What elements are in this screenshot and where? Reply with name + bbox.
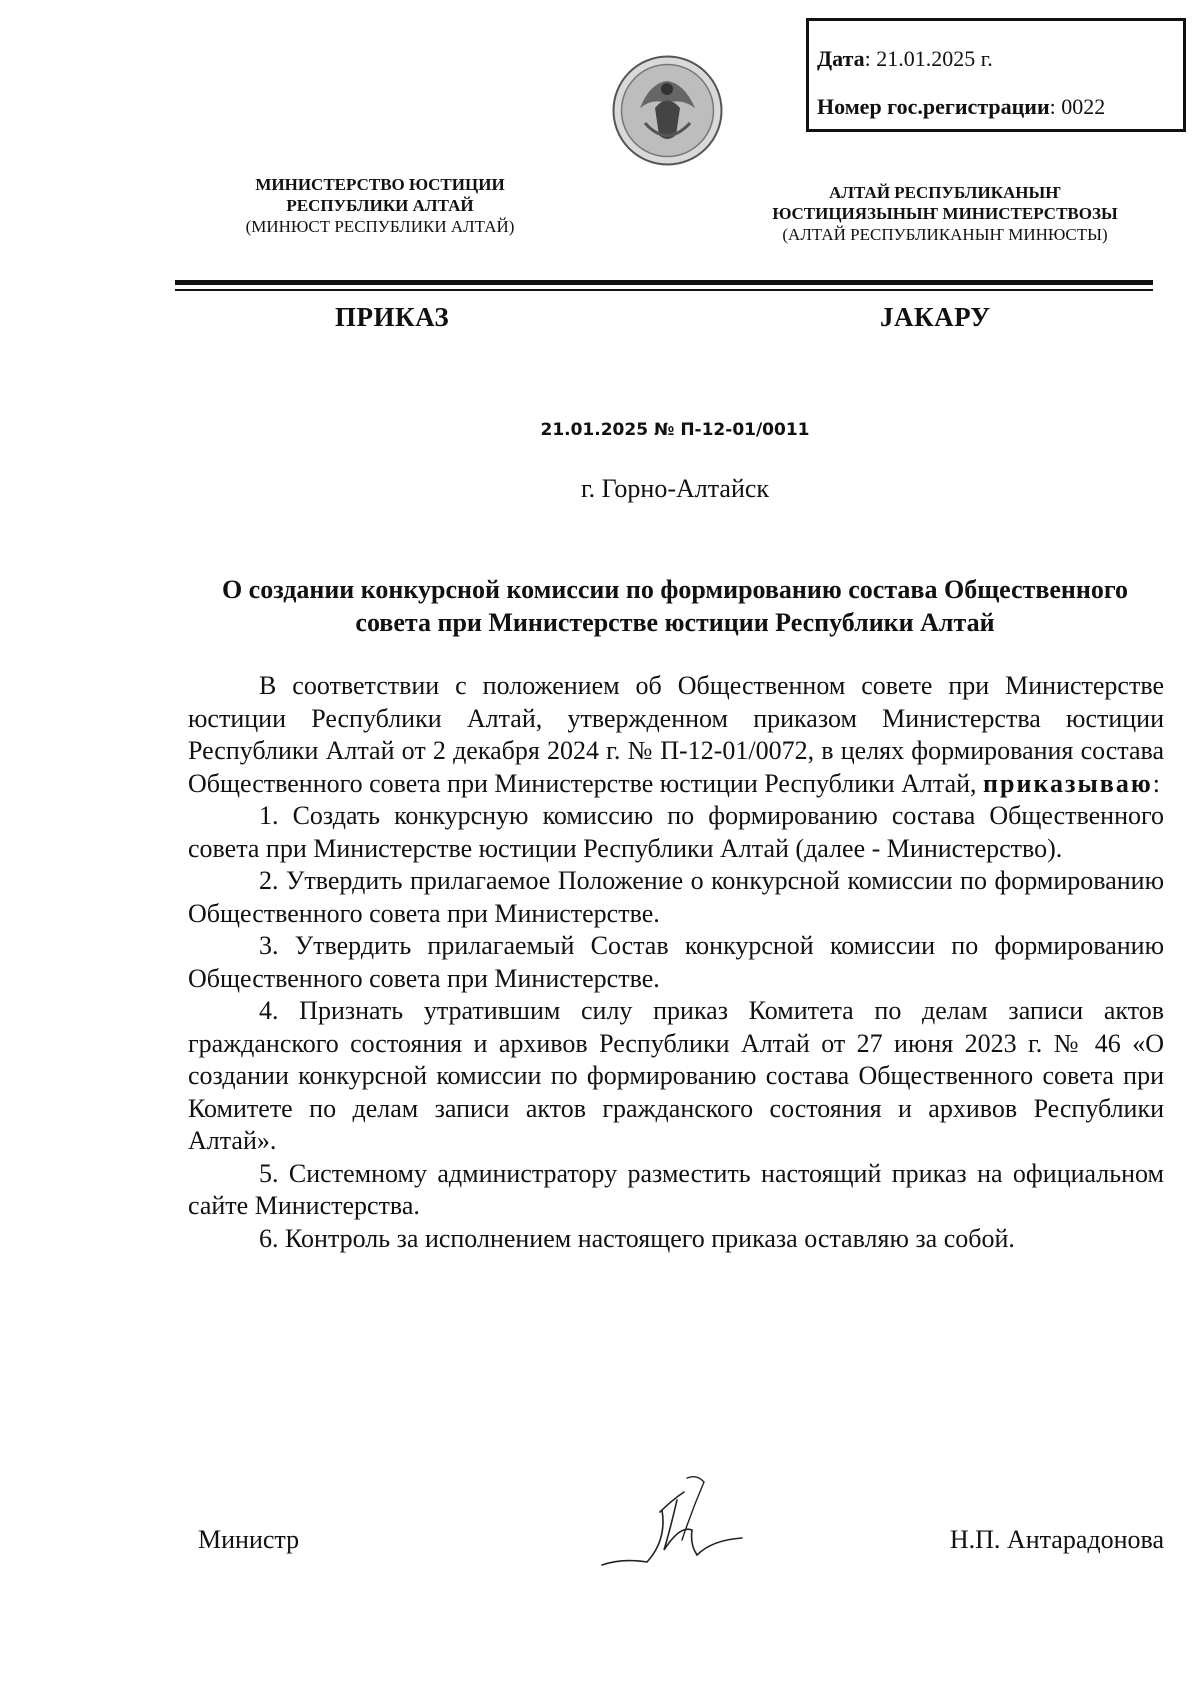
stamp-reg-label: Номер гос.регистрации [817, 94, 1050, 119]
header-rule-thick [175, 280, 1153, 285]
order-title: О создании конкурсной комиссии по формированию состава Общественного совета при Министерстве юстиции Республики Алтай [221, 575, 1129, 637]
order-body [188, 670, 1164, 1255]
coat-of-arms-emblem-icon [610, 53, 725, 168]
stamp-reg-line [817, 83, 1183, 131]
org-right-line2: ЮСТИЦИЯЗЫНЫҤ МИНИСТЕРСТВОЗЫ [772, 204, 1118, 223]
org-left-line3: (МИНЮСТ РЕСПУБЛИКИ АЛТАЙ) [245, 217, 515, 236]
order-item: 1. Создать конкурсную комиссию по формированию состава Общественного совета при Министерстве юстиции Республики Алтай (далее - Министерство). [188, 801, 1164, 863]
order-word-russian: ПРИКАЗ [335, 302, 450, 332]
order-intro-text: В соответствии с положением об Общественном совете при Министерстве юстиции Республики Алтай, утвержденном приказом Министерства юстиции Республики Алтай от 2 декабря 2024 г. № П-12-01/0072, в целях формирования состава Общественного совета при Министерстве юстиции Республики Алтай, [188, 671, 1164, 798]
org-left-line1: МИНИСТЕРСТВО ЮСТИЦИИ [255, 175, 505, 194]
order-item: 6. Контроль за исполнением настоящего приказа оставляю за собой. [259, 1223, 1015, 1253]
org-left-line2: РЕСПУБЛИКИ АЛТАЙ [286, 196, 474, 215]
header-rule-thin [175, 289, 1153, 291]
stamp-reg-value: : 0022 [1049, 94, 1106, 119]
order-intro-paragraph [188, 670, 1164, 800]
order-item: 3. Утвердить прилагаемый Состав конкурсной комиссии по формированию Общественного совета при Министерстве. [188, 931, 1164, 993]
order-item: 5. Системному администратору разместить настоящий приказ на официальном сайте Министерства. [188, 1158, 1164, 1220]
order-word-altai: JАКАРУ [880, 302, 991, 332]
stamp-date-label: Дата [817, 46, 865, 71]
registration-stamp [806, 18, 1186, 132]
org-right-line3: (АЛТАЙ РЕСПУБЛИКАНЫҤ МИНЮСТЫ) [782, 225, 1108, 244]
stamp-date-line [817, 35, 1183, 83]
order-item: 4. Признать утратившим силу приказ Комитета по делам записи актов гражданского состояния и архивов Республики Алтай от 27 июня 2023 г. № 46 «О создании конкурсной комиссии по формированию состава Общественного совета при Комитете по делам записи актов гражданского состояния и архивов Республики Алтай». [188, 996, 1164, 1155]
handwritten-signature-icon [592, 1470, 762, 1580]
order-intro-end: : [1152, 768, 1160, 798]
organization-name-altai [735, 182, 1155, 245]
order-item: 2. Утвердить прилагаемое Положение о конкурсной комиссии по формированию Общественного совета при Министерстве. [188, 866, 1164, 928]
order-directive-word: приказываю [983, 768, 1153, 798]
org-right-line1: АЛТАЙ РЕСПУБЛИКАНЫҤ [829, 183, 1061, 202]
city: г. Горно-Алтайск [580, 474, 770, 503]
order-number: 21.01.2025 № П-12-01/0011 [540, 420, 810, 440]
signatory-position: Министр [198, 1525, 300, 1554]
signatory-name: Н.П. Антарадонова [949, 1525, 1164, 1554]
organization-name-russian [200, 174, 560, 237]
stamp-date-value: : 21.01.2025 г. [864, 46, 993, 71]
